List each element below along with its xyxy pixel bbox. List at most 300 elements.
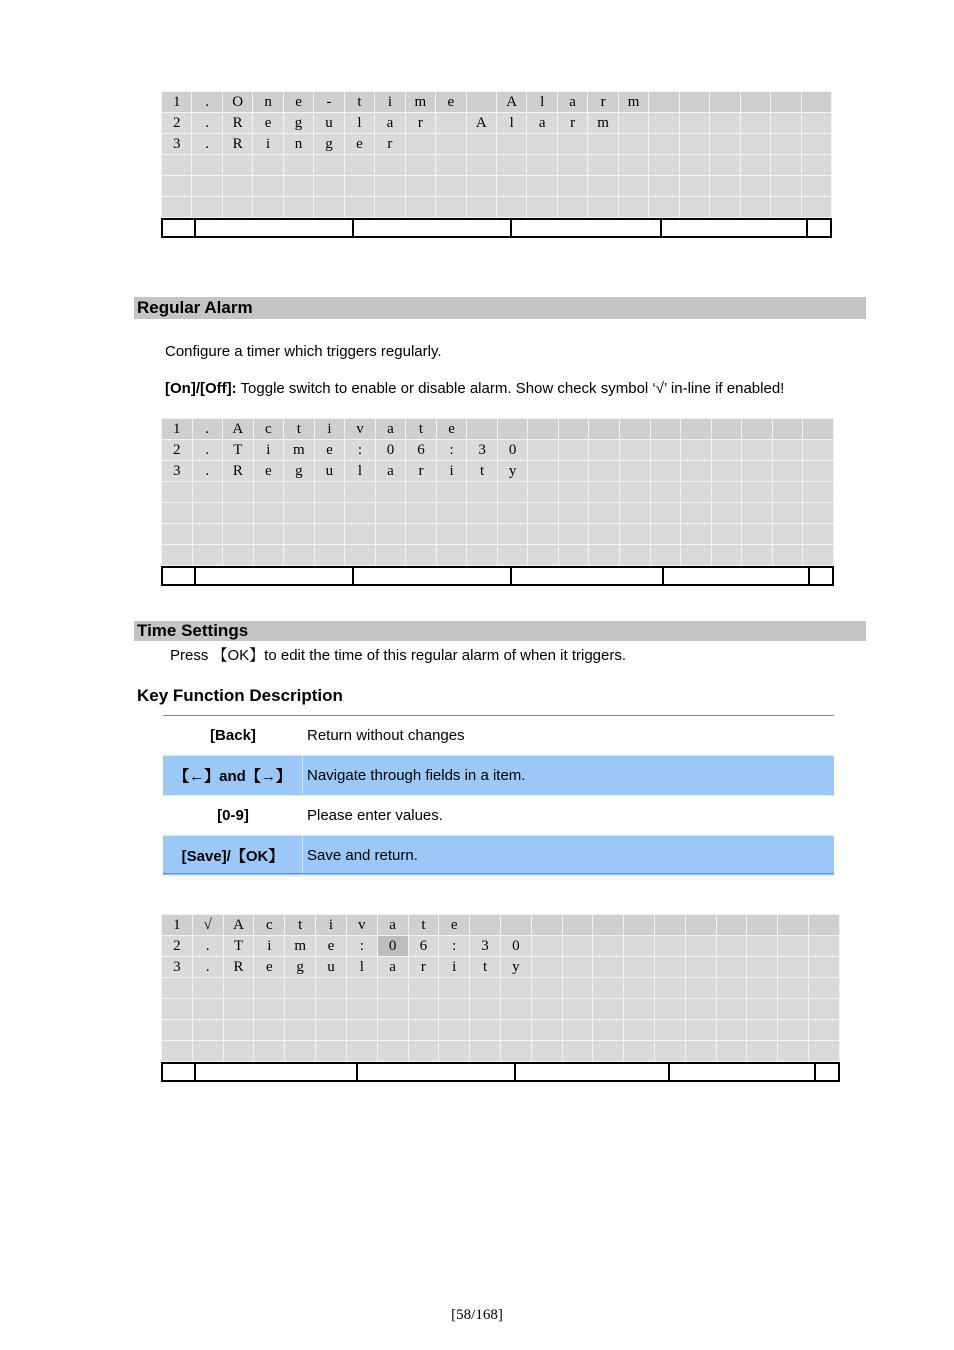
lcd-cell	[655, 978, 686, 999]
lcd-cell	[346, 999, 377, 1020]
lcd-cell: e	[314, 440, 345, 461]
lcd-cell: 1	[162, 419, 193, 440]
lcd-cell	[527, 134, 557, 155]
lcd-cell	[557, 197, 587, 218]
lcd-cell: a	[377, 957, 408, 978]
lcd-cell	[593, 1020, 624, 1041]
lcd-row	[162, 176, 832, 197]
lcd-cell: :	[345, 440, 376, 461]
softkey-slot[interactable]	[163, 220, 194, 236]
lcd-cell	[619, 461, 650, 482]
lcd-cell: 1	[162, 915, 193, 936]
lcd-cell: .	[192, 461, 223, 482]
lcd-cell: 3	[470, 936, 501, 957]
key-name: [Back]	[210, 727, 256, 744]
lcd-cell	[557, 176, 587, 197]
lcd-cell	[467, 524, 498, 545]
lcd-cell	[316, 1041, 347, 1062]
lcd-cell	[747, 1041, 778, 1062]
lcd-cell	[192, 197, 222, 218]
lcd-cell	[527, 176, 557, 197]
lcd-cell	[408, 999, 439, 1020]
lcd-grid	[161, 914, 840, 1062]
lcd-cell	[466, 155, 496, 176]
lcd-cell	[192, 155, 222, 176]
lcd-cell	[716, 978, 747, 999]
lcd-row	[162, 113, 832, 134]
lcd-cell	[408, 1041, 439, 1062]
lcd-cell: R	[223, 957, 254, 978]
lcd-cell: y	[497, 461, 528, 482]
lcd-cell	[710, 134, 740, 155]
lcd-cell	[192, 545, 223, 566]
lcd-cell: g	[285, 957, 316, 978]
lcd-cell	[466, 134, 496, 155]
lcd-cell: a	[527, 113, 557, 134]
lcd-row	[162, 524, 834, 545]
lcd-cell: .	[192, 92, 222, 113]
lcd-cell	[314, 482, 345, 503]
lcd-cell	[466, 197, 496, 218]
lcd-cell: m	[284, 440, 315, 461]
lcd-cell	[778, 1041, 809, 1062]
lcd-cell	[316, 999, 347, 1020]
lcd-cell	[624, 999, 655, 1020]
lcd-cell	[497, 482, 528, 503]
lcd-cell: v	[346, 915, 377, 936]
onoff-key-text: Toggle switch to enable or disable alarm. Show check symbol ‘√’ in-line if enabled!	[236, 380, 785, 397]
lcd-cell	[650, 503, 681, 524]
lcd-cell	[650, 419, 681, 440]
lcd-cell	[681, 419, 712, 440]
lcd-cell	[655, 999, 686, 1020]
lcd-cell	[531, 1020, 562, 1041]
lcd-cell	[285, 1020, 316, 1041]
lcd-cell: 3	[467, 440, 498, 461]
lcd-row	[162, 440, 834, 461]
lcd-cell	[619, 524, 650, 545]
lcd-cell	[624, 936, 655, 957]
lcd-screen-regular-alarm-editing	[161, 914, 840, 1082]
lcd-cell	[655, 957, 686, 978]
lcd-cell: e	[253, 461, 284, 482]
softkey-slot[interactable]	[163, 568, 194, 584]
lcd-cell	[344, 155, 374, 176]
lcd-cell	[527, 197, 557, 218]
lcd-cell	[284, 545, 315, 566]
lcd-cell	[375, 524, 406, 545]
lcd-cell: A	[223, 915, 254, 936]
softkey-slot[interactable]	[514, 1064, 668, 1080]
lcd-cell	[436, 482, 467, 503]
lcd-cell: .	[192, 134, 222, 155]
softkey-bar	[161, 218, 832, 238]
lcd-cell	[710, 113, 740, 134]
lcd-cell	[254, 999, 285, 1020]
lcd-cell	[803, 503, 834, 524]
lcd-cell	[222, 155, 252, 176]
lcd-cell	[649, 134, 679, 155]
lcd-cell	[439, 999, 470, 1020]
lcd-row	[162, 155, 832, 176]
lcd-cell	[192, 1041, 223, 1062]
lcd-cell	[466, 92, 496, 113]
lcd-cell: a	[375, 461, 406, 482]
lcd-cell	[557, 134, 587, 155]
lcd-cell	[562, 915, 593, 936]
lcd-cell	[778, 957, 809, 978]
lcd-cell	[624, 978, 655, 999]
lcd-cell	[679, 197, 709, 218]
lcd-cell	[772, 482, 803, 503]
softkey-slot[interactable]	[814, 1064, 838, 1080]
lcd-cell: g	[284, 461, 315, 482]
lcd-cell	[618, 176, 648, 197]
lcd-cell: e	[439, 915, 470, 936]
lcd-cell	[558, 461, 589, 482]
lcd-cell: R	[223, 461, 254, 482]
lcd-cell	[192, 176, 222, 197]
lcd-cell	[801, 134, 831, 155]
key-description: Please enter values.	[307, 807, 443, 824]
lcd-cell: l	[345, 461, 376, 482]
lcd-cell	[589, 524, 620, 545]
lcd-cell	[772, 524, 803, 545]
lcd-cell: √	[192, 915, 223, 936]
lcd-cell	[589, 482, 620, 503]
lcd-cell	[254, 1020, 285, 1041]
lcd-cell	[436, 197, 466, 218]
lcd-cell	[803, 419, 834, 440]
lcd-cell	[740, 92, 770, 113]
lcd-cell	[747, 936, 778, 957]
lcd-row	[162, 915, 840, 936]
lcd-cell: m	[405, 92, 435, 113]
lcd-cell	[588, 134, 618, 155]
lcd-cell	[253, 176, 283, 197]
lcd-cell	[346, 1020, 377, 1041]
lcd-cell	[649, 92, 679, 113]
softkey-slot[interactable]	[194, 1064, 356, 1080]
lcd-cell	[681, 524, 712, 545]
section-heading-regular-alarm: Regular Alarm	[134, 297, 866, 319]
lcd-cell	[162, 155, 192, 176]
lcd-cell	[316, 978, 347, 999]
lcd-cell	[528, 419, 559, 440]
lcd-cell: i	[253, 440, 284, 461]
lcd-cell	[283, 155, 313, 176]
lcd-cell: 2	[162, 440, 193, 461]
softkey-slot[interactable]	[662, 568, 808, 584]
softkey-slot[interactable]	[808, 568, 832, 584]
lcd-cell	[497, 503, 528, 524]
lcd-cell	[531, 915, 562, 936]
regular-alarm-description: Configure a timer which triggers regularly.	[165, 343, 442, 360]
lcd-cell	[801, 155, 831, 176]
lcd-cell	[375, 545, 406, 566]
lcd-cell	[531, 999, 562, 1020]
onoff-key-label: [On]/[Off]:	[165, 380, 237, 397]
lcd-cell	[710, 92, 740, 113]
lcd-cell	[711, 440, 742, 461]
softkey-slot[interactable]	[806, 220, 830, 236]
lcd-cell: i	[436, 461, 467, 482]
softkey-slot[interactable]	[510, 220, 660, 236]
lcd-cell	[314, 545, 345, 566]
softkey-slot[interactable]	[194, 568, 352, 584]
lcd-cell	[528, 440, 559, 461]
key-name: [Save]/【OK】	[163, 836, 303, 875]
lcd-cell	[803, 440, 834, 461]
lcd-cell	[649, 197, 679, 218]
lcd-cell: a	[557, 92, 587, 113]
key-function-table	[163, 715, 834, 876]
lcd-cell	[593, 957, 624, 978]
lcd-cell	[809, 1041, 840, 1062]
lcd-cell	[803, 524, 834, 545]
lcd-cell	[405, 155, 435, 176]
lcd-cell: r	[406, 461, 437, 482]
lcd-cell	[740, 134, 770, 155]
lcd-cell	[408, 1020, 439, 1041]
lcd-cell	[345, 503, 376, 524]
lcd-cell	[222, 197, 252, 218]
lcd-cell	[593, 978, 624, 999]
lcd-cell	[283, 197, 313, 218]
lcd-cell	[497, 524, 528, 545]
lcd-cell	[742, 524, 773, 545]
lcd-cell	[619, 545, 650, 566]
lcd-cell	[223, 503, 254, 524]
lcd-cell	[436, 176, 466, 197]
lcd-cell	[716, 936, 747, 957]
softkey-slot[interactable]	[194, 220, 352, 236]
lcd-cell: R	[222, 113, 252, 134]
lcd-cell	[801, 113, 831, 134]
lcd-cell	[436, 545, 467, 566]
lcd-cell: A	[466, 113, 496, 134]
lcd-cell	[377, 999, 408, 1020]
lcd-cell	[803, 482, 834, 503]
lcd-cell	[408, 978, 439, 999]
lcd-cell	[314, 197, 344, 218]
lcd-cell	[747, 915, 778, 936]
lcd-cell	[284, 524, 315, 545]
lcd-cell	[500, 1041, 531, 1062]
lcd-cell: 1	[162, 92, 192, 113]
lcd-cell	[528, 482, 559, 503]
lcd-cell: R	[222, 134, 252, 155]
lcd-cell	[470, 1041, 501, 1062]
lcd-cell: O	[222, 92, 252, 113]
lcd-cell	[716, 1041, 747, 1062]
lcd-cell: e	[344, 134, 374, 155]
lcd-cell: 0	[377, 936, 408, 957]
lcd-cell	[284, 503, 315, 524]
lcd-cell: r	[375, 134, 405, 155]
lcd-cell	[497, 419, 528, 440]
lcd-cell	[253, 524, 284, 545]
lcd-cell: t	[470, 957, 501, 978]
lcd-cell	[778, 915, 809, 936]
lcd-cell	[470, 999, 501, 1020]
key-row	[163, 755, 834, 796]
lcd-cell	[345, 482, 376, 503]
lcd-cell: :	[439, 936, 470, 957]
lcd-cell	[377, 1041, 408, 1062]
lcd-cell	[562, 1041, 593, 1062]
lcd-cell	[223, 1041, 254, 1062]
lcd-cell	[740, 197, 770, 218]
lcd-cell	[436, 503, 467, 524]
lcd-cell: v	[345, 419, 376, 440]
lcd-cell	[285, 1041, 316, 1062]
softkey-slot[interactable]	[668, 1064, 814, 1080]
lcd-cell: i	[253, 134, 283, 155]
softkey-slot[interactable]	[352, 220, 510, 236]
lcd-cell: T	[223, 936, 254, 957]
lcd-cell	[254, 1041, 285, 1062]
lcd-cell	[740, 113, 770, 134]
lcd-cell	[649, 113, 679, 134]
lcd-cell	[223, 524, 254, 545]
lcd-cell	[679, 113, 709, 134]
lcd-row	[162, 197, 832, 218]
lcd-cell	[772, 419, 803, 440]
lcd-cell	[685, 957, 716, 978]
lcd-cell: 3	[162, 134, 192, 155]
lcd-cell: n	[283, 134, 313, 155]
lcd-cell	[747, 1020, 778, 1041]
lcd-cell	[562, 978, 593, 999]
lcd-cell	[162, 176, 192, 197]
lcd-cell	[711, 482, 742, 503]
lcd-cell	[772, 461, 803, 482]
lcd-row	[162, 419, 834, 440]
lcd-cell	[650, 545, 681, 566]
lcd-cell	[655, 915, 686, 936]
softkey-bar	[161, 566, 834, 586]
lcd-cell	[192, 524, 223, 545]
lcd-cell: .	[192, 957, 223, 978]
lcd-cell: i	[316, 915, 347, 936]
lcd-cell	[809, 1020, 840, 1041]
lcd-cell: 0	[497, 440, 528, 461]
lcd-cell	[406, 503, 437, 524]
lcd-cell	[470, 915, 501, 936]
lcd-cell	[778, 978, 809, 999]
lcd-cell	[589, 545, 620, 566]
lcd-cell	[223, 978, 254, 999]
lcd-cell	[558, 503, 589, 524]
lcd-cell	[500, 1020, 531, 1041]
lcd-cell	[405, 134, 435, 155]
lcd-row	[162, 545, 834, 566]
lcd-cell	[742, 419, 773, 440]
lcd-cell: t	[408, 915, 439, 936]
lcd-row	[162, 1020, 840, 1041]
lcd-cell	[346, 978, 377, 999]
lcd-cell	[624, 957, 655, 978]
lcd-cell	[528, 524, 559, 545]
lcd-cell	[253, 545, 284, 566]
lcd-cell: a	[377, 915, 408, 936]
lcd-cell	[496, 134, 526, 155]
lcd-cell	[685, 978, 716, 999]
lcd-cell	[557, 155, 587, 176]
lcd-cell	[679, 155, 709, 176]
lcd-cell: l	[344, 113, 374, 134]
lcd-row	[162, 461, 834, 482]
lcd-cell	[589, 461, 620, 482]
lcd-cell	[496, 155, 526, 176]
softkey-slot[interactable]	[510, 568, 662, 584]
lcd-cell: e	[283, 92, 313, 113]
softkey-slot[interactable]	[352, 568, 510, 584]
lcd-cell	[771, 176, 801, 197]
lcd-cell: e	[436, 92, 466, 113]
lcd-cell	[742, 503, 773, 524]
lcd-cell: A	[496, 92, 526, 113]
lcd-cell	[747, 957, 778, 978]
divider	[163, 873, 834, 874]
lcd-cell	[500, 999, 531, 1020]
lcd-cell	[500, 915, 531, 936]
lcd-cell	[222, 176, 252, 197]
lcd-cell	[772, 440, 803, 461]
lcd-cell: u	[314, 461, 345, 482]
lcd-cell	[801, 176, 831, 197]
lcd-row	[162, 482, 834, 503]
lcd-cell	[223, 545, 254, 566]
lcd-cell	[655, 1041, 686, 1062]
lcd-row	[162, 503, 834, 524]
lcd-cell: c	[254, 915, 285, 936]
lcd-cell	[710, 197, 740, 218]
softkey-slot[interactable]	[660, 220, 806, 236]
lcd-cell	[618, 134, 648, 155]
lcd-cell	[593, 915, 624, 936]
softkey-slot[interactable]	[356, 1064, 514, 1080]
lcd-cell	[801, 92, 831, 113]
lcd-cell	[405, 176, 435, 197]
key-row	[163, 835, 834, 876]
lcd-cell: 6	[408, 936, 439, 957]
lcd-cell	[588, 176, 618, 197]
lcd-cell: i	[375, 92, 405, 113]
lcd-cell	[679, 92, 709, 113]
lcd-cell: i	[254, 936, 285, 957]
lcd-grid	[161, 91, 832, 218]
lcd-cell	[650, 440, 681, 461]
lcd-cell	[467, 482, 498, 503]
lcd-cell	[345, 545, 376, 566]
lcd-cell	[439, 1041, 470, 1062]
lcd-cell	[681, 461, 712, 482]
lcd-cell	[254, 978, 285, 999]
lcd-cell	[253, 155, 283, 176]
softkey-slot[interactable]	[163, 1064, 194, 1080]
lcd-cell	[778, 999, 809, 1020]
lcd-cell	[467, 419, 498, 440]
key-name: 【←】and【→】	[163, 756, 303, 795]
lcd-cell	[192, 1020, 223, 1041]
lcd-row	[162, 957, 840, 978]
lcd-cell: 2	[162, 113, 192, 134]
lcd-cell	[771, 197, 801, 218]
lcd-cell	[711, 419, 742, 440]
lcd-cell	[283, 176, 313, 197]
